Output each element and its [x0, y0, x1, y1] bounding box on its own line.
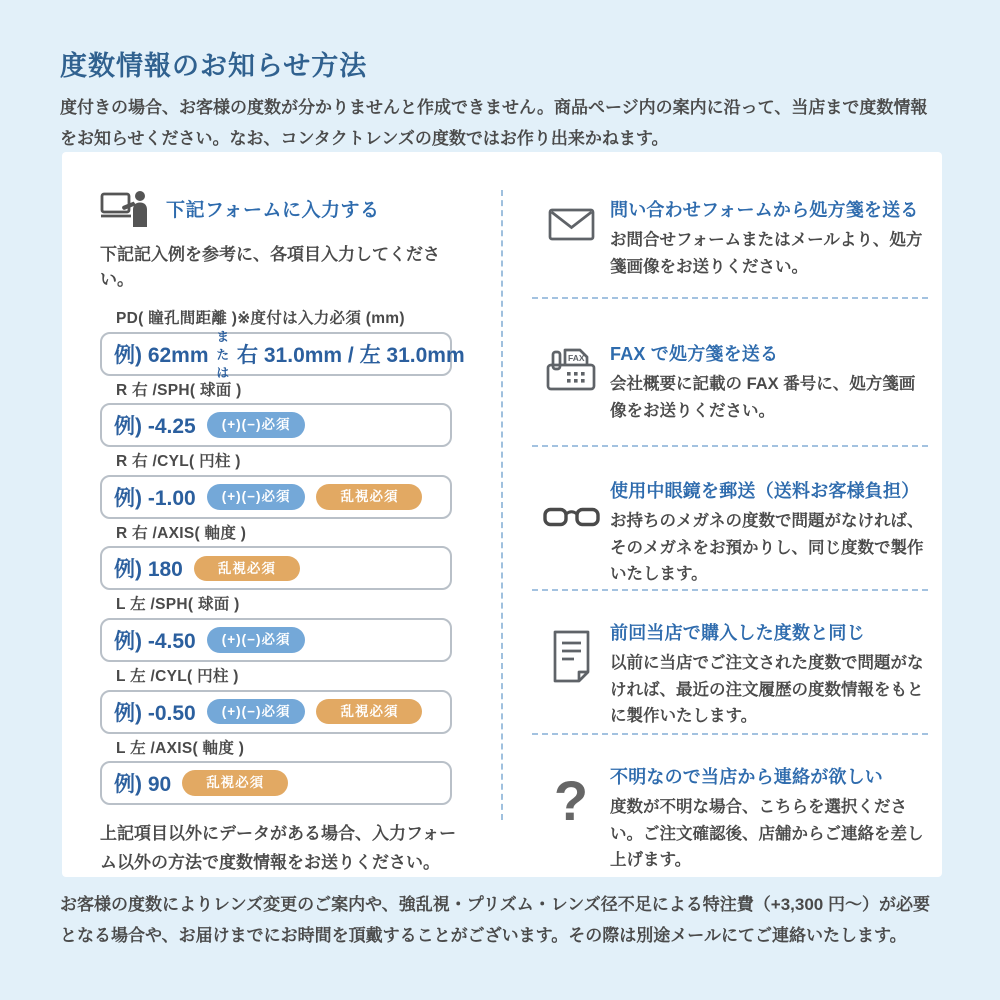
required-badge: (+)(−)必須: [207, 627, 306, 653]
example-input-box: [100, 690, 452, 734]
example-input-box: [100, 329, 465, 380]
method-item-mail-glasses: [532, 477, 930, 588]
method-body: 度数が不明な場合、こちらを選択ください。ご注文確認後、店舗からご連絡を差し上げます。: [610, 798, 924, 870]
form-field-r-sph: [100, 382, 460, 448]
method-body: お持ちのメガネの度数で問題がなければ、そのメガネをお預かりし、同じ度数で製作いたします。: [610, 512, 924, 584]
example-input-box: [100, 475, 452, 519]
field-label: R 右 /CYL( 円柱 ): [116, 453, 241, 471]
example-value: 例) -1.00: [114, 486, 196, 510]
footer-note: お客様の度数によりレンズ変更のご案内や、強乱視・プリズム・レンズ径不足による特注費（+3,300 円～）が必要となる場合や、お届けまでにお時間を頂戴することがございます。その際は別途メールにてご連絡いたします。: [60, 895, 930, 945]
envelope-icon: [532, 208, 610, 280]
form-field-l-sph: [100, 596, 460, 662]
required-badge: (+)(−)必須: [207, 412, 306, 438]
document-icon: [532, 629, 610, 730]
question-icon: ?: [553, 769, 589, 832]
field-label: L 左 /SPH( 球面 ): [116, 596, 240, 614]
method-item-unknown: [532, 763, 930, 874]
form-extra-note: 上記項目以外にデータがある場合、入力フォーム以外の方法で度数情報をお送りください。: [100, 824, 457, 873]
method-title: 不明なので当店から連絡が欲しい: [610, 767, 883, 787]
fax-icon: [532, 346, 610, 424]
example-value: 例) -4.25: [114, 415, 196, 439]
field-label: L 左 /AXIS( 軸度 ): [116, 739, 245, 757]
example-value: 例) 90: [114, 773, 172, 797]
required-badge: (+)(−)必須: [207, 484, 306, 510]
example-input-box: [100, 761, 452, 805]
method-body: 会社概要に記載の FAX 番号に、処方箋画像をお送りください。: [610, 375, 916, 420]
example-input-box: [100, 546, 452, 590]
example-value: 例) -0.50: [114, 701, 196, 725]
example-value: 例) 62mm: [114, 343, 209, 367]
example-value-2: 右 31.0mm / 左 31.0mm: [237, 343, 465, 367]
field-label: R 右 /SPH( 球面 ): [116, 381, 242, 399]
page-title: 度数情報のお知らせ方法: [60, 51, 368, 81]
method-title: FAX で処方箋を送る: [610, 344, 779, 364]
person-at-computer-icon: [100, 189, 150, 228]
section-divider: [532, 589, 928, 591]
example-connector: または: [216, 329, 230, 380]
example-input-box: [100, 403, 452, 447]
example-input-box: [100, 618, 452, 662]
form-example-section: [100, 186, 465, 878]
form-field-pd: [100, 310, 465, 380]
astigmatism-required-badge: 乱視必須: [182, 770, 288, 796]
form-section-header: [100, 186, 460, 230]
field-label: L 左 /CYL( 円柱 ): [116, 667, 239, 685]
method-body: 以前に当店でご注文された度数で問題がなければ、最近の注文履歴の度数情報をもとに製作いたします。: [610, 654, 924, 726]
required-badge: (+)(−)必須: [207, 699, 306, 725]
form-instruction: 下記記入例を参考に、各項目入力してください。: [100, 245, 440, 289]
method-title: 前回当店で購入した度数と同じ: [610, 623, 865, 643]
form-fields: [100, 310, 465, 805]
section-divider: [532, 297, 928, 299]
method-title: 使用中眼鏡を郵送（送料お客様負担）: [610, 481, 920, 501]
method-item-previous-order: [532, 619, 930, 730]
form-field-r-cyl: [100, 453, 460, 519]
astigmatism-required-badge: 乱視必須: [194, 556, 300, 582]
field-label: R 右 /AXIS( 軸度 ): [116, 524, 247, 542]
field-label: PD( 瞳孔間距離 )※度付は入力必須 (mm): [116, 310, 405, 327]
method-title: 問い合わせフォームから処方箋を送る: [610, 200, 919, 220]
example-value: 例) -4.50: [114, 629, 196, 653]
form-section-heading: 下記フォームに入力する: [166, 199, 380, 221]
form-field-l-axis: [100, 740, 460, 806]
glasses-icon: [532, 505, 610, 588]
astigmatism-required-badge: 乱視必須: [316, 484, 422, 510]
svg-text:FAX: FAX: [567, 353, 585, 363]
column-divider: [501, 190, 503, 820]
section-divider: [532, 733, 928, 735]
section-divider: [532, 445, 928, 447]
method-item-fax: [532, 340, 930, 424]
method-item-contact-form: [532, 196, 930, 280]
example-value: 例) 180: [114, 558, 183, 582]
astigmatism-required-badge: 乱視必須: [316, 699, 422, 725]
intro-text: 度付きの場合、お客様の度数が分かりませんと作成できません。商品ページ内の案内に沿って、当店まで度数情報をお知らせください。なお、コンタクトレンズの度数ではお作り出来かねます。: [60, 98, 928, 149]
method-body: お問合せフォームまたはメールより、処方箋画像をお送りください。: [610, 231, 923, 276]
form-field-l-cyl: [100, 668, 460, 734]
form-field-r-axis: [100, 525, 460, 591]
